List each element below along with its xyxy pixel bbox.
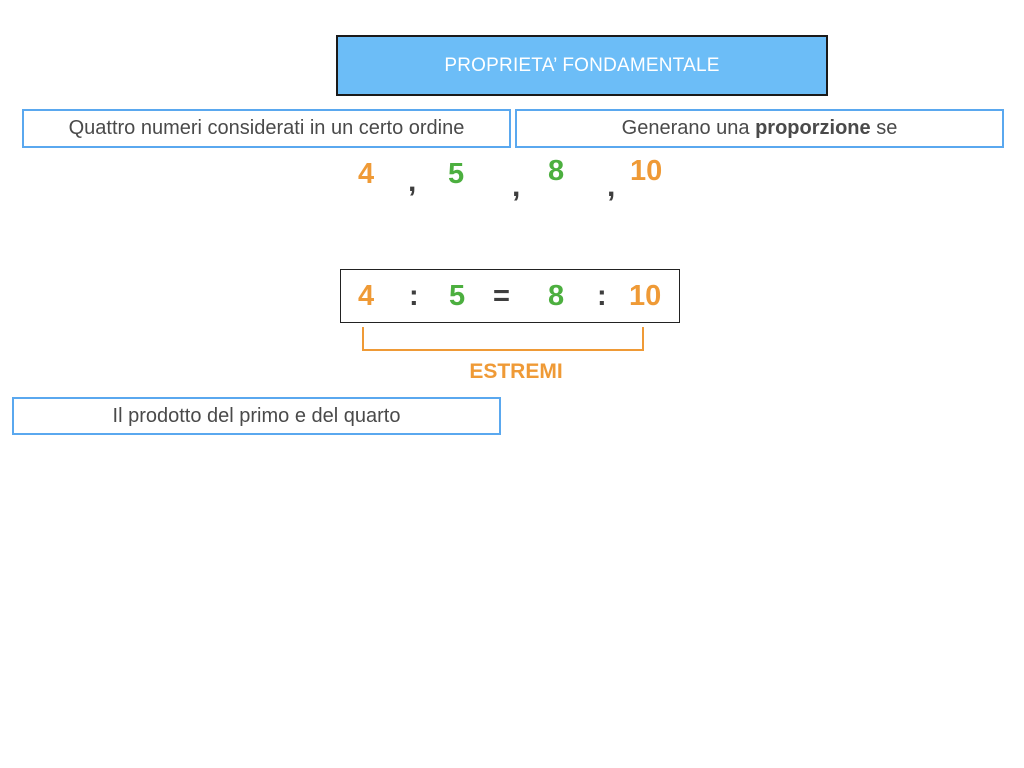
- statement-prefix: Generano una: [621, 117, 756, 139]
- statement-box-proportion: [515, 109, 1004, 148]
- sequence-number-3: 8: [548, 155, 565, 187]
- statement-text: Quattro numeri considerati in un certo ordine: [68, 117, 465, 139]
- proportion-term-d: 10: [629, 280, 662, 312]
- sequence-comma: ,: [408, 165, 417, 198]
- proportion-term-c: 8: [548, 280, 565, 312]
- statement-text: [622, 117, 898, 140]
- statement-box-ordered-numbers: [22, 109, 511, 148]
- sequence-number-1: 4: [358, 158, 375, 190]
- sequence-number-4: 10: [630, 155, 663, 187]
- proportion-box: [340, 269, 680, 323]
- title-banner: [336, 35, 828, 96]
- proportion-ratio-sign: :: [409, 280, 419, 312]
- sequence-comma: ,: [607, 170, 616, 203]
- proportion-term-b: 5: [449, 280, 466, 312]
- extremes-label: ESTREMI: [469, 360, 563, 383]
- statement-bold-keyword: proporzione: [755, 117, 871, 139]
- page-title: PROPRIETA’ FONDAMENTALE: [444, 54, 720, 76]
- sequence-number-2: 5: [448, 158, 465, 190]
- extremes-bracket: [362, 327, 644, 351]
- proportion-term-a: 4: [358, 280, 375, 312]
- statement-text: Il prodotto del primo e del quarto: [112, 404, 401, 427]
- proportion-equals-sign: =: [493, 280, 510, 312]
- sequence-comma: ,: [512, 170, 521, 203]
- statement-suffix: se: [870, 117, 898, 139]
- statement-box-product: [12, 397, 501, 435]
- proportion-ratio-sign: :: [597, 280, 607, 312]
